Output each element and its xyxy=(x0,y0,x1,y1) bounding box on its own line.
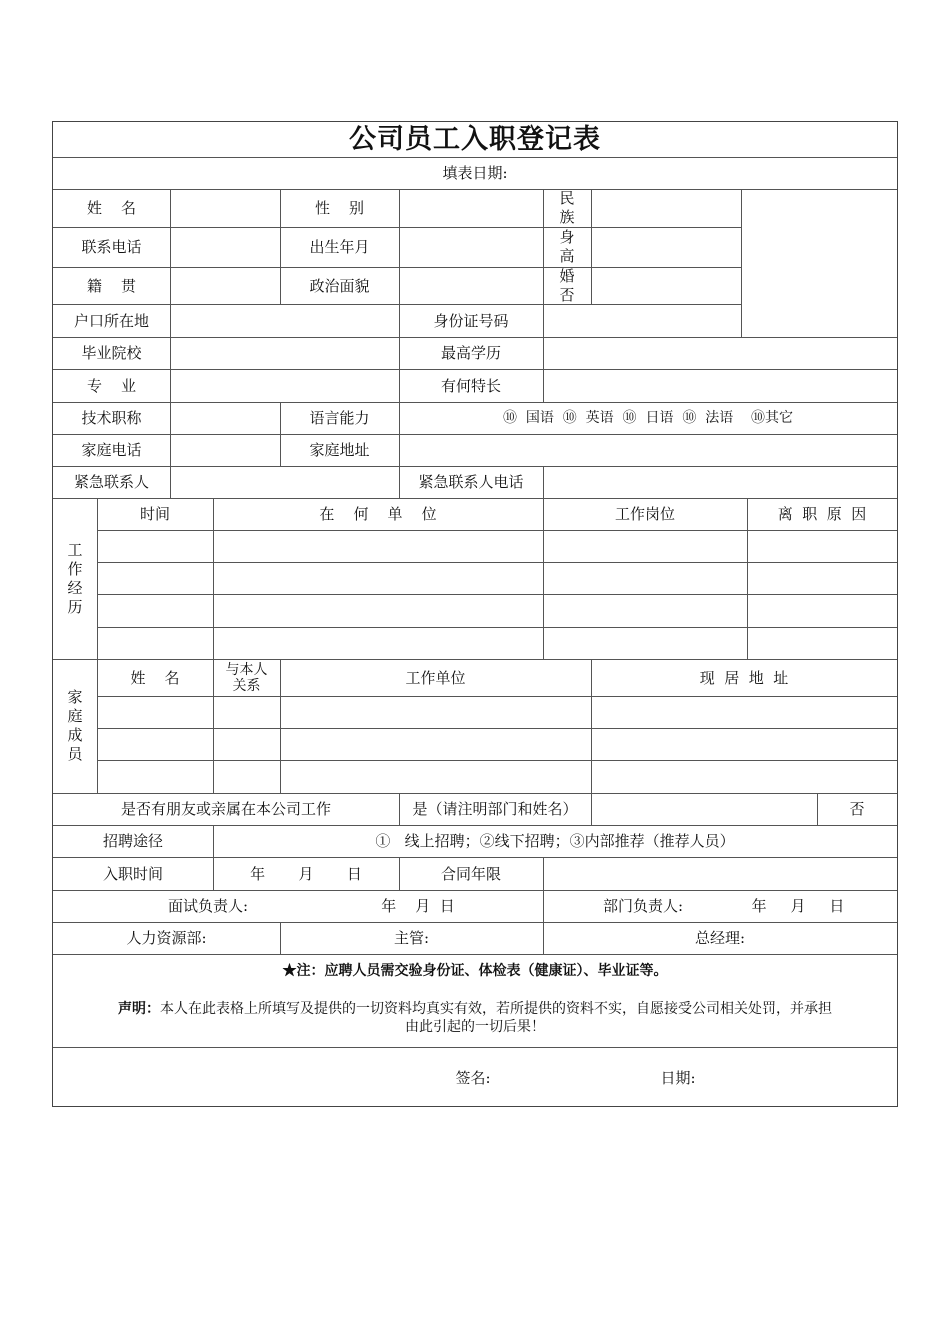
work-label-char: 经 xyxy=(67,578,83,597)
specialty-label: 有何特长 xyxy=(440,376,501,395)
work-header-reason: 离 职 原 因 xyxy=(777,505,867,523)
native-label: 籍 贯 xyxy=(86,276,137,295)
declaration xyxy=(65,1000,885,1036)
row-line xyxy=(97,562,897,563)
recruit-options[interactable]: ① 线上招聘；②线下招聘；③内部推荐（推荐人员） xyxy=(375,832,735,850)
ethnicity-label xyxy=(543,189,591,227)
married-label xyxy=(543,267,591,304)
name-label: 姓 名 xyxy=(86,199,137,217)
col-line xyxy=(591,189,592,304)
language-label: 语言能力 xyxy=(309,409,370,427)
row-line xyxy=(97,530,897,531)
home-address-label: 家庭地址 xyxy=(309,441,370,459)
major-label: 专 业 xyxy=(86,376,137,395)
height-char: 高 xyxy=(559,247,575,265)
family-label xyxy=(53,659,97,793)
home-phone-label: 家庭电话 xyxy=(81,441,142,459)
row-line xyxy=(97,594,897,595)
col-line xyxy=(543,337,544,402)
interview-date: 年 月 日 xyxy=(381,897,455,915)
height-char: 身 xyxy=(559,228,575,246)
hr-label: 人力资源部: xyxy=(126,929,207,947)
married-char: 否 xyxy=(559,285,575,304)
phone-label: 联系电话 xyxy=(81,238,142,256)
work-label-char: 作 xyxy=(67,559,83,578)
col-line xyxy=(543,857,544,890)
work-header-company: 在 何 单 位 xyxy=(319,505,437,523)
relatives-no[interactable]: 否 xyxy=(849,800,865,818)
supervisor-label: 主管: xyxy=(393,929,430,947)
height-label xyxy=(543,227,591,267)
relatives-yes[interactable]: 是（请注明部门和姓名） xyxy=(412,800,578,818)
col-line xyxy=(170,189,171,337)
col-line xyxy=(543,466,544,498)
col-line xyxy=(591,793,592,825)
emergency-phone-label: 紧急联系人电话 xyxy=(418,473,524,491)
row-line xyxy=(53,1047,897,1048)
registration-form xyxy=(52,121,898,1107)
dept-head-label: 部门负责人: xyxy=(602,897,684,915)
col-line xyxy=(170,402,171,466)
note-text: ★注：应聘人员需交验身份证、体检表（健康证）、毕业证等。 xyxy=(282,963,668,979)
row-line xyxy=(53,954,897,955)
title-rank-label: 技术职称 xyxy=(81,409,142,427)
row-line xyxy=(97,728,897,729)
family-header-relation xyxy=(213,659,280,696)
signature-label: 签名: xyxy=(455,1069,491,1087)
row-line xyxy=(97,696,897,697)
hukou-label: 户口所在地 xyxy=(73,311,149,330)
political-label: 政治面貌 xyxy=(309,276,370,295)
row-line xyxy=(53,189,897,190)
relation-line: 关系 xyxy=(232,677,261,694)
relatives-question: 是否有朋友或亲属在本公司工作 xyxy=(120,800,331,818)
row-line xyxy=(97,627,897,628)
ethnicity-char: 民 xyxy=(559,189,575,207)
col-line xyxy=(543,890,544,922)
declaration-label: 声明： xyxy=(118,1001,160,1017)
ethnicity-char: 族 xyxy=(559,208,575,226)
work-label-char: 历 xyxy=(67,597,83,616)
fill-date-label: 填表日期: xyxy=(442,164,508,182)
family-header-address: 现 居 地 址 xyxy=(699,668,789,687)
language-options[interactable]: ⑩ 国语 ⑩ 英语 ⑩ 日语 ⑩ 法语 ⑩其它 xyxy=(502,410,794,426)
id-number-label: 身份证号码 xyxy=(433,311,509,330)
declaration-text: 本人在此表格上所填写及提供的一切资料均真实有效，若所提供的资料不实，自愿接受公司相关处罚，并承担 xyxy=(160,1001,832,1017)
family-label-char: 庭 xyxy=(67,707,83,725)
relation-line: 与本人 xyxy=(225,661,268,678)
entry-date: 年 月 日 xyxy=(250,864,362,883)
declaration-text-2: 由此引起的一切后果！ xyxy=(405,1019,545,1035)
work-header-time: 时间 xyxy=(139,505,170,523)
family-header-company: 工作单位 xyxy=(405,668,466,687)
col-line xyxy=(170,337,171,402)
sign-date-label: 日期: xyxy=(660,1069,696,1087)
birth-label: 出生年月 xyxy=(309,238,370,256)
emergency-label: 紧急联系人 xyxy=(73,473,149,491)
married-char: 婚 xyxy=(559,266,575,285)
recruit-label: 招聘途径 xyxy=(102,832,163,850)
education-label: 最高学历 xyxy=(440,344,501,362)
col-line xyxy=(170,466,171,498)
family-label-char: 成 xyxy=(67,726,83,744)
row-line xyxy=(97,760,897,761)
school-label: 毕业院校 xyxy=(81,344,142,362)
family-label-char: 家 xyxy=(67,688,83,706)
family-label-char: 员 xyxy=(67,745,83,763)
page-title: 公司员工入职登记表 xyxy=(349,123,601,155)
work-label-char: 工 xyxy=(67,540,83,559)
entry-label: 入职时间 xyxy=(102,864,163,883)
dept-head-date: 年 月 日 xyxy=(751,897,845,915)
gm-label: 总经理: xyxy=(694,929,746,947)
contract-label: 合同年限 xyxy=(440,864,501,883)
gender-label: 性 别 xyxy=(314,199,365,217)
work-header-position: 工作岗位 xyxy=(614,505,675,523)
row-line xyxy=(53,434,897,435)
interview-label: 面试负责人: xyxy=(167,897,249,915)
photo-border xyxy=(741,189,742,337)
family-header-name: 姓 名 xyxy=(130,668,180,687)
work-history-label xyxy=(53,498,97,659)
